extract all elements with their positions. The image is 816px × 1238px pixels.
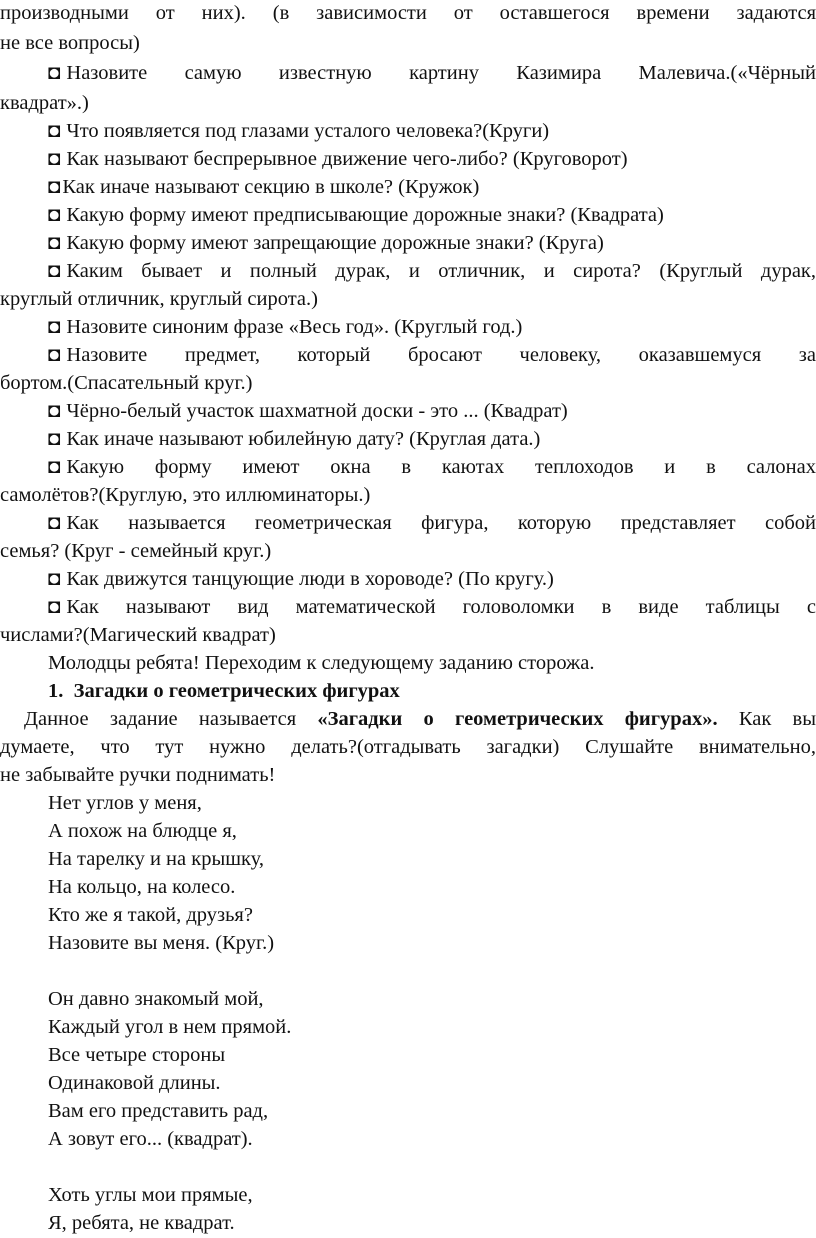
question-item: [48, 172, 479, 202]
riddle-line: Хоть углы мои прямые,: [48, 1184, 253, 1206]
square-bullet-icon: ◘: [48, 176, 61, 198]
question-item: [0, 592, 816, 622]
riddle-line: Одинаковой длины.: [48, 1072, 221, 1094]
question-text: Как иначе называют юбилейную дату? (Круглая дата.): [66, 428, 541, 450]
task-intro: Данное задание называется: [24, 708, 318, 730]
square-bullet-icon: ◘: [48, 344, 61, 366]
square-bullet-icon: ◘: [48, 204, 61, 226]
riddle-line: На кольцо, на колесо.: [48, 876, 236, 898]
square-bullet-icon: ◘: [48, 456, 61, 478]
question-item: [48, 116, 549, 146]
task-line-3: не забывайте ручки поднимать!: [0, 764, 276, 786]
question-text: Как называют беспрерывное движение чего-либо? (Круговорот): [66, 148, 628, 170]
question-text-cont: квадрат».): [0, 92, 89, 114]
section-number: 1.: [48, 680, 64, 702]
square-bullet-icon: ◘: [48, 148, 61, 170]
question-text-cont: числами?(Магический квадрат): [0, 624, 276, 646]
riddle-line: Каждый угол в нем прямой.: [48, 1016, 292, 1038]
question-text: Назовите предмет, который бросают человеку, оказавшемуся за: [66, 344, 816, 366]
task-title-bold: «Загадки о геометрических фигурах».: [317, 708, 718, 730]
section-heading: [48, 676, 400, 706]
question-item: [48, 312, 522, 342]
task-after: Как вы: [717, 708, 816, 730]
question-text: Что появляется под глазами усталого человека?(Круги): [66, 120, 550, 142]
riddle-line: Назовите вы меня. (Круг.): [48, 932, 275, 954]
question-text: Как иначе называют секцию в школе? (Кружок): [62, 176, 480, 198]
riddle-line: На тарелку и на крышку,: [48, 848, 265, 870]
square-bullet-icon: ◘: [48, 568, 61, 590]
question-text: Назовите синоним фразе «Весь год». (Круглый год.): [66, 316, 523, 338]
task-line-2: думаете, что тут нужно делать?(отгадывать загадки) Слушайте внимательно,: [0, 736, 816, 758]
question-item: [48, 396, 568, 426]
riddle-line: А похож на блюдце я,: [48, 820, 237, 842]
square-bullet-icon: ◘: [48, 428, 61, 450]
question-item: [0, 256, 816, 286]
intro-line-1: производными от них). (в зависимости от оставшегося времени задаются: [0, 2, 816, 24]
question-item: [48, 228, 604, 258]
question-item: [0, 508, 816, 538]
riddle-line: Нет углов у меня,: [48, 792, 202, 814]
question-item: [0, 452, 816, 482]
question-item: [0, 58, 816, 88]
question-text-cont: бортом.(Спасательный круг.): [0, 372, 253, 394]
intro-line-2: не все вопросы): [0, 32, 140, 54]
section-title: Загадки о геометрических фигурах: [73, 680, 400, 702]
question-item: [48, 200, 664, 230]
question-item: [48, 144, 628, 174]
riddle-line: Он давно знакомый мой,: [48, 988, 264, 1010]
question-text-cont: семья? (Круг - семейный круг.): [0, 540, 272, 562]
riddle-line: А зовут его... (квадрат).: [48, 1128, 253, 1150]
question-text: Как движутся танцующие люди в хороводе? (По кругу.): [66, 568, 554, 590]
question-text: Каким бывает и полный дурак, и отличник, и сирота? (Круглый дурак,: [66, 260, 816, 282]
square-bullet-icon: ◘: [48, 260, 61, 282]
square-bullet-icon: ◘: [48, 400, 61, 422]
question-text: Как называется геометрическая фигура, которую представляет собой: [66, 512, 816, 534]
praise-text: Молодцы ребята! Переходим к следующему заданию сторожа.: [48, 652, 595, 674]
question-item: [48, 424, 540, 454]
riddle-line: Все четыре стороны: [48, 1044, 226, 1066]
question-text-cont: круглый отличник, круглый сирота.): [0, 288, 318, 310]
question-item: [0, 340, 816, 370]
question-text: Как называют вид математической головоломки в виде таблицы с: [66, 596, 816, 618]
square-bullet-icon: ◘: [48, 512, 61, 534]
question-text: Какую форму имеют запрещающие дорожные знаки? (Круга): [66, 232, 604, 254]
square-bullet-icon: ◘: [48, 316, 61, 338]
square-bullet-icon: ◘: [48, 62, 61, 84]
question-item: [48, 564, 554, 594]
task-line-1: [0, 704, 816, 734]
square-bullet-icon: ◘: [48, 120, 61, 142]
question-text: Чёрно-белый участок шахматной доски - это ... (Квадрат): [66, 400, 568, 422]
question-text: Какую форму имеют окна в каютах теплоходов и в салонах: [66, 456, 816, 478]
question-text-cont: самолётов?(Круглую, это иллюминаторы.): [0, 484, 371, 506]
square-bullet-icon: ◘: [48, 232, 61, 254]
square-bullet-icon: ◘: [48, 596, 61, 618]
riddle-line: Вам его представить рад,: [48, 1100, 269, 1122]
riddle-line: Я, ребята, не квадрат.: [48, 1212, 235, 1234]
question-text: Назовите самую известную картину Казимира Малевича.(«Чёрный: [66, 62, 816, 84]
question-text: Какую форму имеют предписывающие дорожные знаки? (Квадрата): [66, 204, 664, 226]
riddle-line: Кто же я такой, друзья?: [48, 904, 253, 926]
